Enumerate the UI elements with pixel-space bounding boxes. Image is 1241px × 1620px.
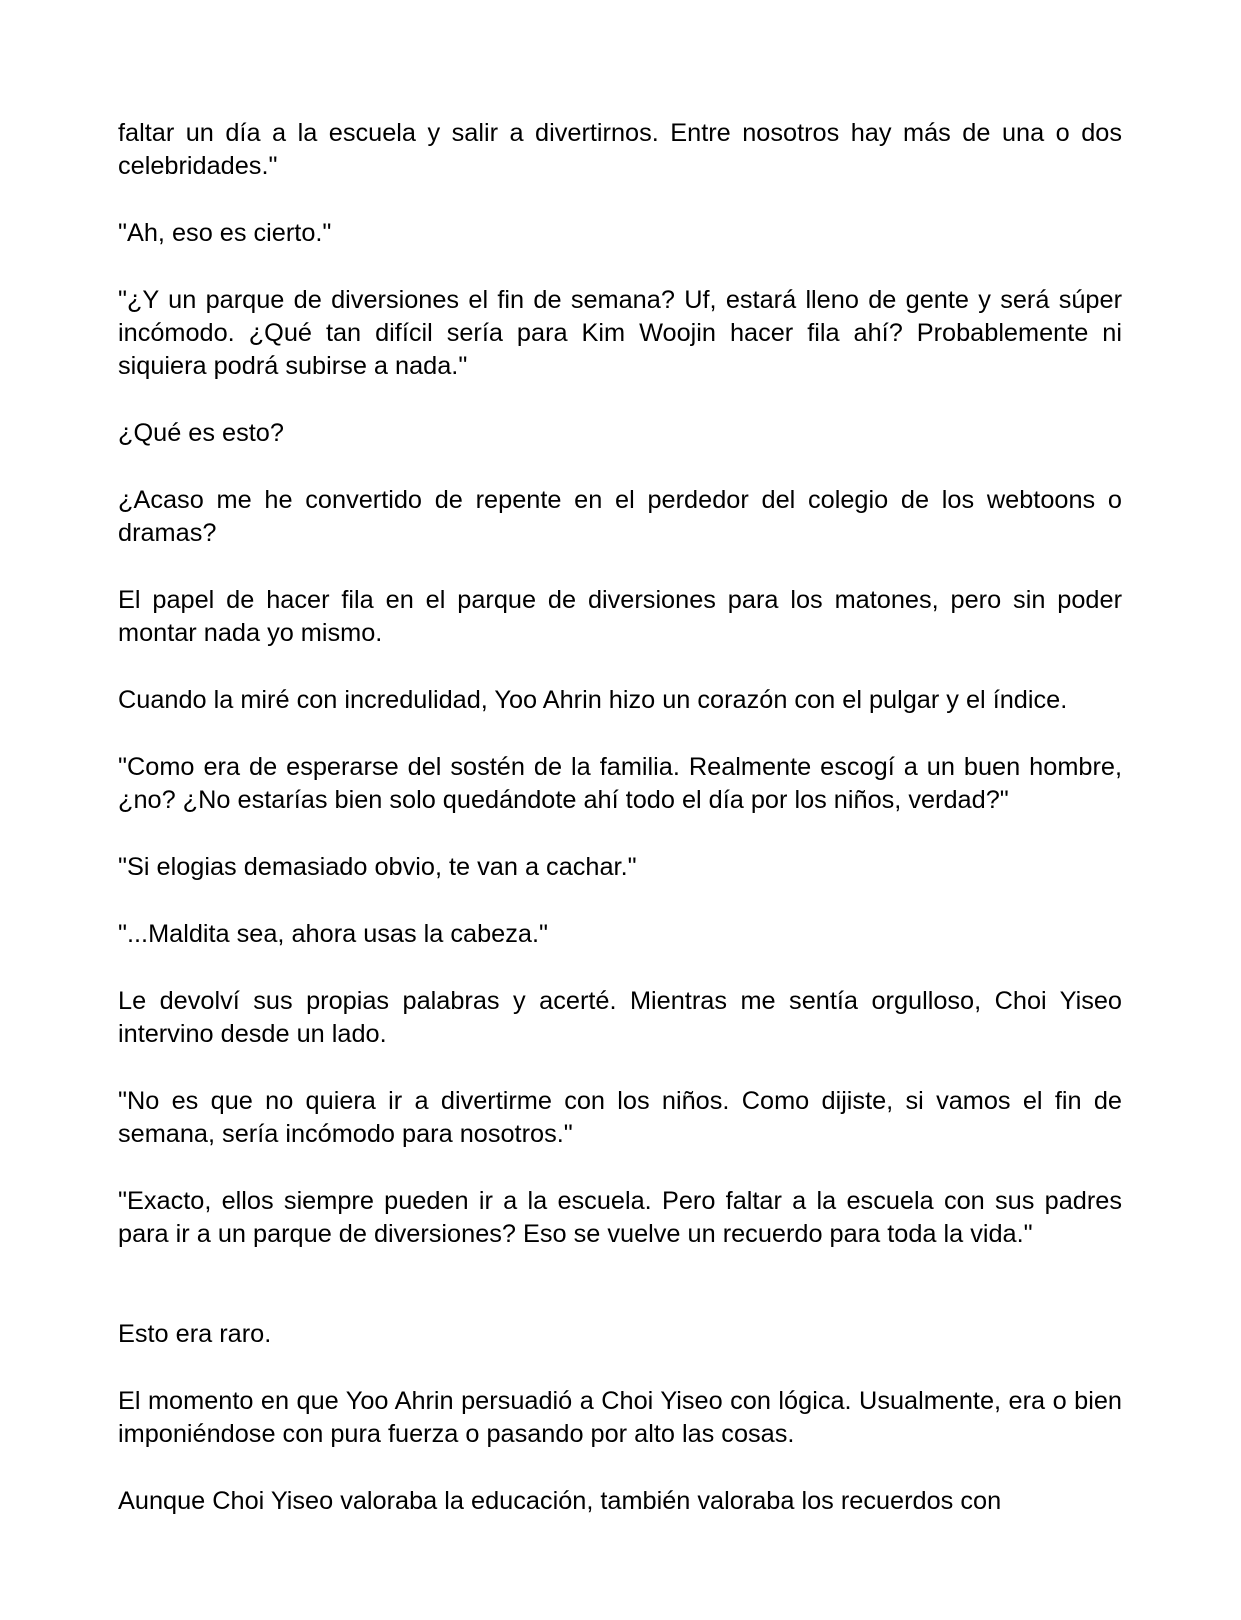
document-body bbox=[118, 117, 1122, 1552]
paragraph: "Ah, eso es cierto." bbox=[118, 219, 332, 247]
paragraph: "No es que no quiera ir a divertirme con los niños. Como dijiste, si vamos el fin de semana, sería incómodo para nosotros." bbox=[118, 1087, 1122, 1148]
paragraph: "¿Y un parque de diversiones el fin de semana? Uf, estará lleno de gente y será súper incómodo. ¿Qué tan difícil sería para Kim Woojin hacer fila ahí? Probablemente ni siquiera podrá subirse a nada." bbox=[118, 286, 1122, 380]
paragraph: "Exacto, ellos siempre pueden ir a la escuela. Pero faltar a la escuela con sus padres para ir a un parque de diversiones? Eso se vuelve un recuerdo para toda la vida." bbox=[118, 1187, 1122, 1248]
paragraph: ¿Qué es esto? bbox=[118, 419, 284, 447]
paragraph: Cuando la miré con incredulidad, Yoo Ahrin hizo un corazón con el pulgar y el índice. bbox=[118, 686, 1068, 714]
paragraph: El momento en que Yoo Ahrin persuadió a Choi Yiseo con lógica. Usualmente, era o bien imponiéndose con pura fuerza o pasando por alto las cosas. bbox=[118, 1387, 1122, 1448]
paragraph: "Si elogias demasiado obvio, te van a cachar." bbox=[118, 853, 637, 881]
paragraph: Aunque Choi Yiseo valoraba la educación, también valoraba los recuerdos con bbox=[118, 1487, 1002, 1515]
paragraph: "...Maldita sea, ahora usas la cabeza." bbox=[118, 920, 548, 948]
paragraph: ¿Acaso me he convertido de repente en el perdedor del colegio de los webtoons o dramas? bbox=[118, 486, 1122, 547]
paragraph: "Como era de esperarse del sostén de la familia. Realmente escogí a un buen hombre, ¿no? ¿No estarías bien solo quedándote ahí todo el día por los niños, verdad?" bbox=[118, 753, 1122, 814]
paragraph: Le devolví sus propias palabras y acerté. Mientras me sentía orgulloso, Choi Yiseo intervino desde un lado. bbox=[118, 987, 1122, 1048]
paragraph: faltar un día a la escuela y salir a divertirnos. Entre nosotros hay más de una o dos celebridades." bbox=[118, 119, 1122, 180]
paragraph: Esto era raro. bbox=[118, 1320, 272, 1348]
paragraph: El papel de hacer fila en el parque de diversiones para los matones, pero sin poder montar nada yo mismo. bbox=[118, 586, 1122, 647]
